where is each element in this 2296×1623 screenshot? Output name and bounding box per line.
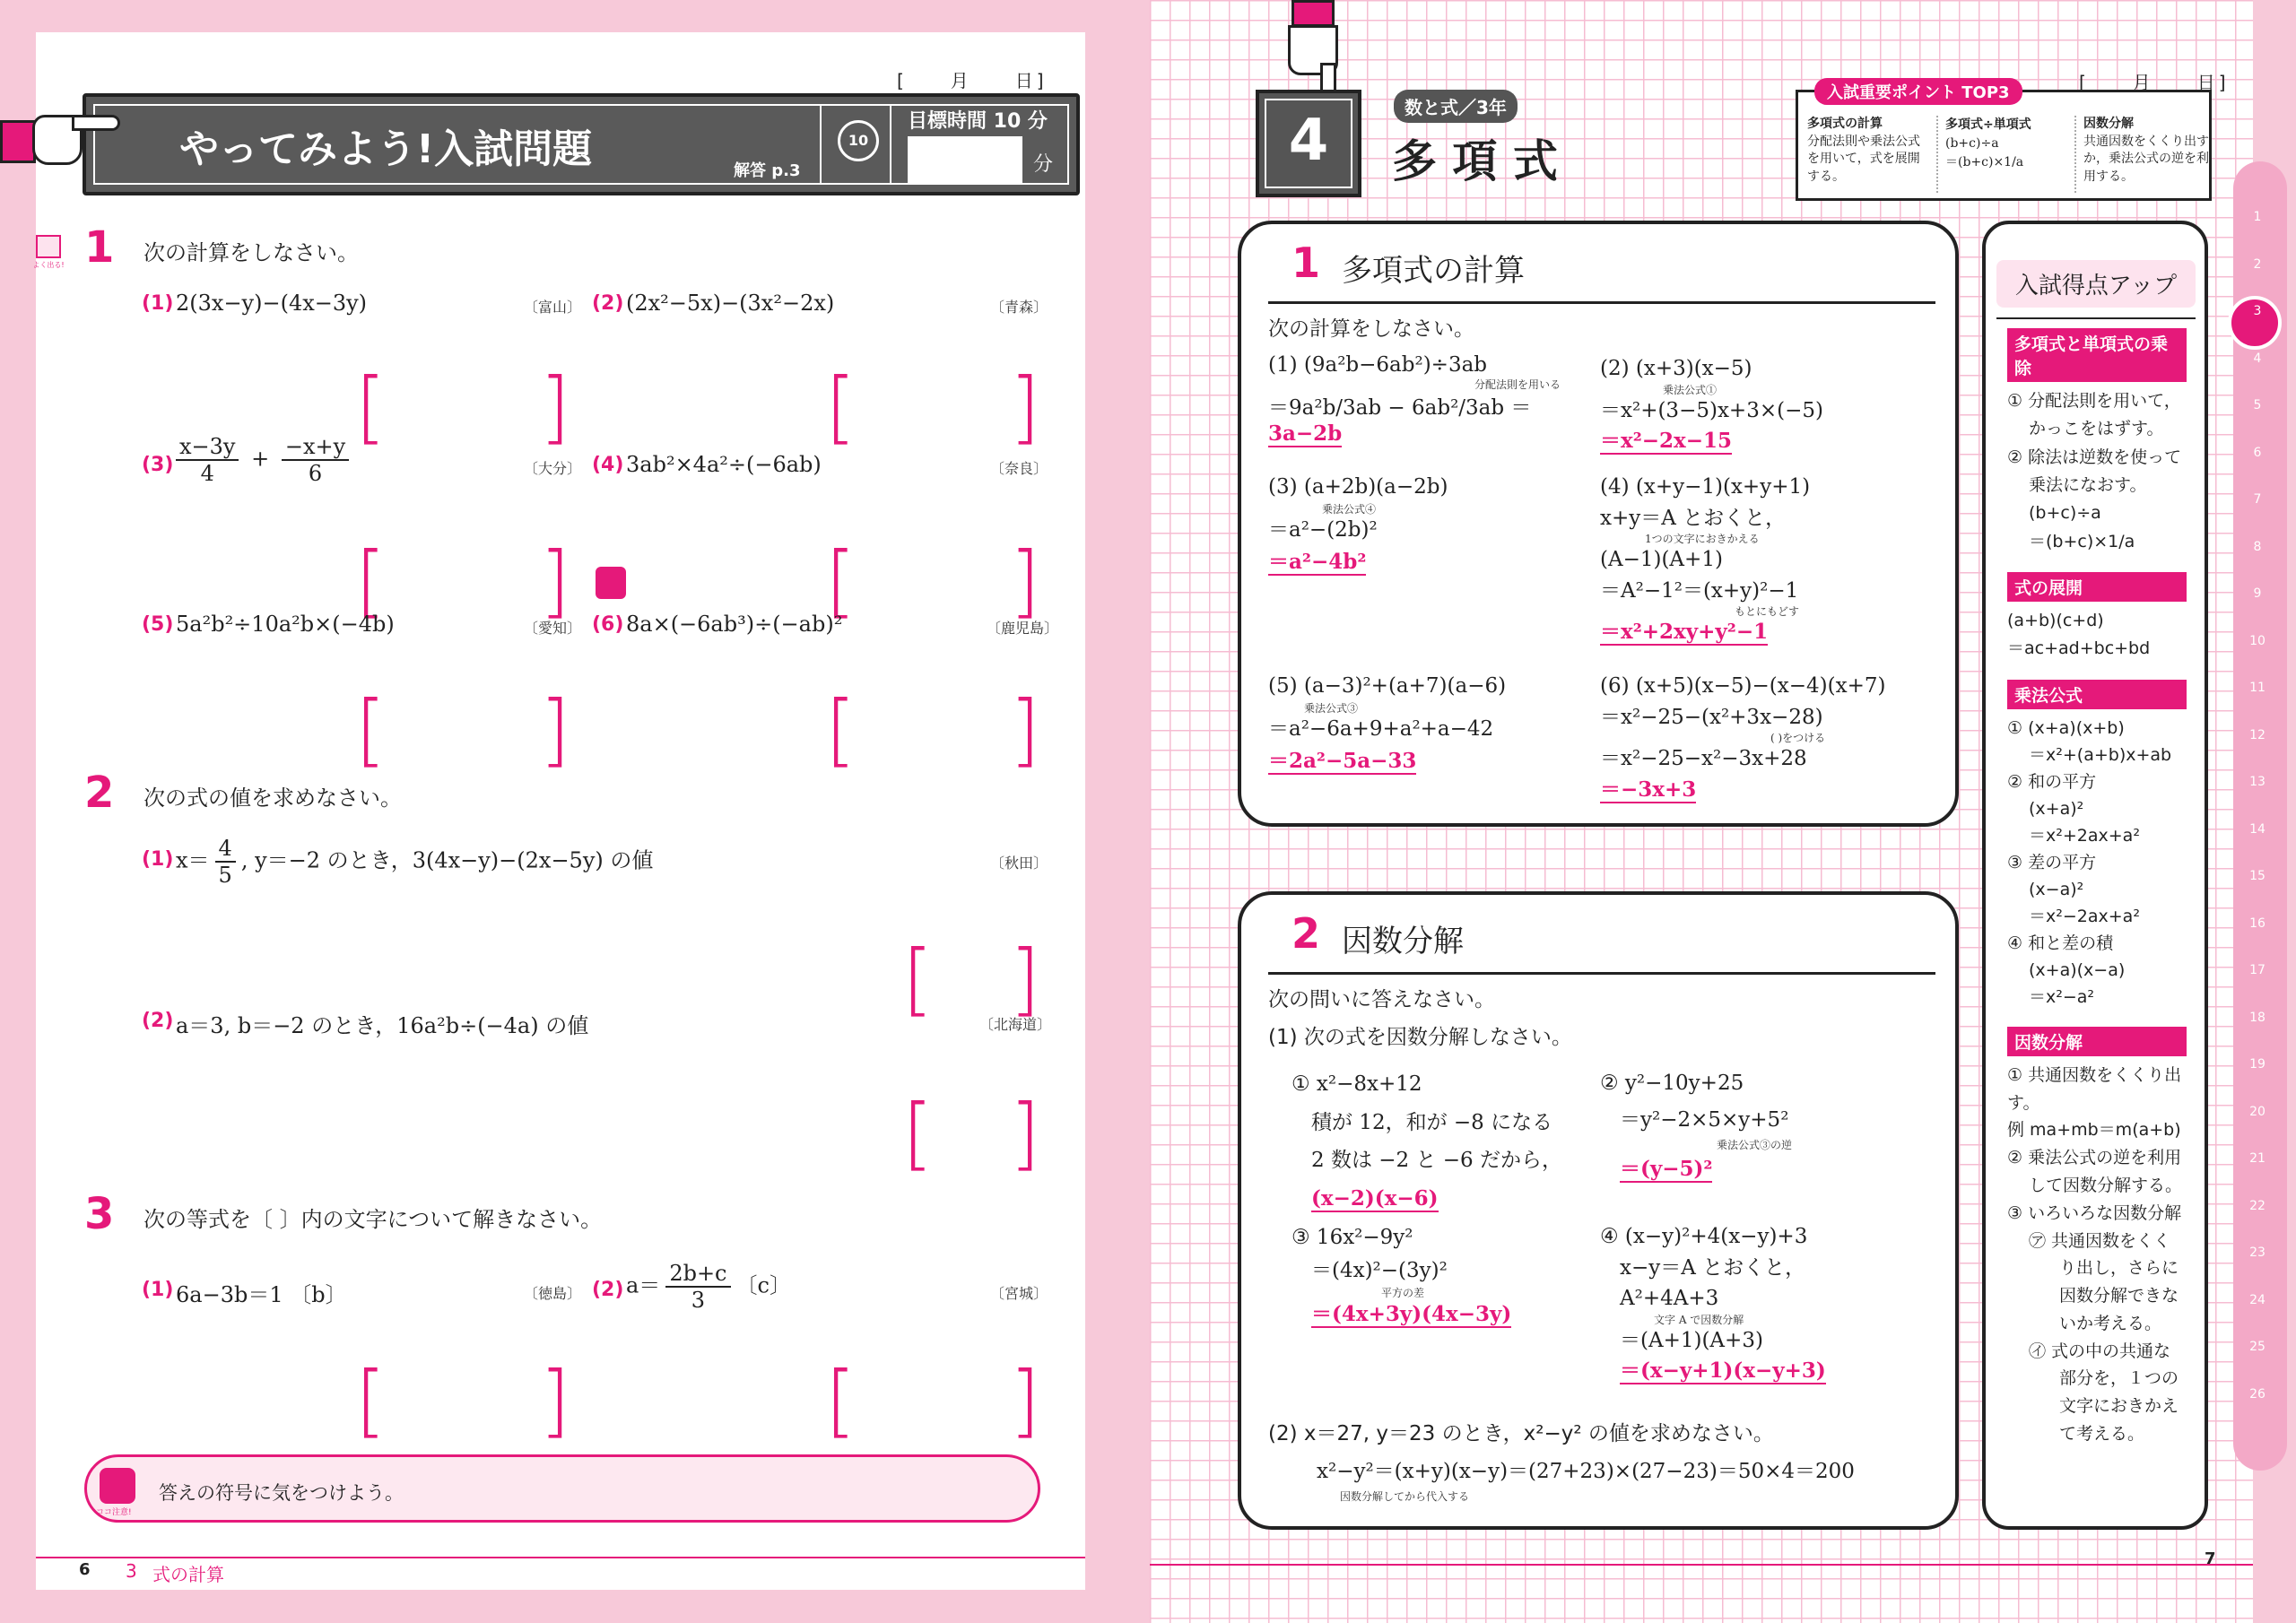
timer-icon: 10 bbox=[838, 120, 879, 161]
q1-3-num: (3) bbox=[142, 454, 174, 476]
q1-3-frac1-num: x−3y bbox=[176, 434, 239, 461]
q3-2-num: (2) bbox=[592, 1279, 624, 1301]
chapter-tab-5[interactable]: 5 bbox=[2253, 398, 2262, 412]
q1-6-source: 〔鹿児島〕 bbox=[987, 620, 1059, 637]
s1-a4-l2: (A−1)(A+1) bbox=[1600, 548, 1723, 571]
side-h4-l5: ③ いろいろな因数分解 bbox=[2007, 1202, 2182, 1223]
date-field-right: [ 月 日] bbox=[2079, 72, 2230, 93]
s1-a4-note2: もとにもどす bbox=[1735, 605, 1800, 618]
q1-3-expr bbox=[170, 434, 354, 486]
q2-2-expr: a＝3, b＝−2 のとき，16a²b÷(−4a) の値 bbox=[176, 1013, 589, 1038]
top3-2-l1: (b+c)÷a bbox=[1945, 136, 1999, 151]
q1-1-expr: 2(3x−y)−(4x−3y) bbox=[176, 291, 368, 316]
q3-2-frac-num: 2b+c bbox=[665, 1261, 730, 1288]
q2-number: 2 bbox=[84, 768, 115, 818]
chapter-tab-13[interactable]: 13 bbox=[2249, 775, 2266, 789]
side-h2-l1: (a+b)(c+d) bbox=[2007, 611, 2104, 631]
answer-box-7[interactable]: [ ] bbox=[902, 933, 1040, 1025]
side-h3-l7: (x−a)² bbox=[2029, 879, 2084, 899]
pointing-hand-icon bbox=[0, 109, 121, 172]
side-h2-l2: ＝ac+ad+bc+bd bbox=[2007, 638, 2151, 659]
s1-a3: (3) (a+2b)(a−2b) bbox=[1268, 475, 1448, 499]
chapter-tab-23[interactable]: 23 bbox=[2249, 1245, 2266, 1260]
side-h4-l1: ① 共通因数をくくり出す。 bbox=[2007, 1064, 2182, 1113]
target-time-input[interactable] bbox=[908, 136, 1022, 183]
side-h3-l3: ② 和の平方 bbox=[2007, 771, 2097, 792]
top3-2-head: 多項式÷単項式 bbox=[1945, 117, 2031, 132]
s2-b2: ② y²−10y+25 bbox=[1600, 1072, 1744, 1095]
answer-box-4[interactable]: [ ] bbox=[825, 534, 1040, 627]
answer-box-3[interactable]: [ ] bbox=[355, 534, 570, 627]
side-panel bbox=[1982, 221, 2208, 1530]
yokuderu-badge bbox=[36, 235, 61, 258]
chapter-tab-7[interactable]: 7 bbox=[2253, 492, 2262, 507]
answer-box-5[interactable]: [ ] bbox=[355, 683, 570, 776]
s2-b4-l3: ＝(A+1)(A+3) bbox=[1620, 1328, 1763, 1352]
date-field: [ 月 日] bbox=[897, 70, 1048, 91]
answer-box-10[interactable]: [ ] bbox=[825, 1354, 1040, 1446]
s1-a3-note: 乗法公式④ bbox=[1322, 502, 1377, 516]
caution-icon bbox=[100, 1468, 135, 1504]
section2-prompt: 次の問いに答えなさい。 bbox=[1268, 988, 1495, 1011]
s1-a1-step: ＝9a²b/3ab − 6ab²/3ab ＝ bbox=[1268, 395, 1532, 420]
s2-b2-result: ＝(y−5)² bbox=[1620, 1156, 1713, 1181]
chapter-tab-4[interactable]: 4 bbox=[2253, 351, 2262, 366]
section1-box bbox=[1238, 221, 1959, 827]
chapter-tab-20[interactable]: 20 bbox=[2249, 1104, 2266, 1119]
answer-box-2[interactable]: [ ] bbox=[825, 360, 1040, 453]
s1-a4-l1: x+y＝A とおくと， bbox=[1600, 506, 1787, 530]
tip-text: 答えの符号に気をつけよう。 bbox=[159, 1482, 404, 1504]
q3-1-expr: 6a−3b＝1 〔b〕 bbox=[176, 1282, 347, 1307]
s1-a6-step2: ＝x²−25−x²−3x+28 bbox=[1600, 747, 1807, 770]
s2-c-note: 因数分解してから代入する bbox=[1340, 1490, 1470, 1503]
side-h4-l11: 部分を，１つの bbox=[2059, 1368, 2179, 1389]
chapter-tab-12[interactable]: 12 bbox=[2249, 727, 2266, 742]
s1-a2-step1: ＝x²+(3−5)x+3×(−5) bbox=[1600, 398, 1823, 422]
tip-box bbox=[84, 1454, 1040, 1523]
chapter-tab-8[interactable]: 8 bbox=[2253, 539, 2262, 554]
q1-2-source: 〔青森〕 bbox=[990, 299, 1048, 316]
q2-1-post: , y＝−2 のとき，3(4x−y)−(2x−5y) の値 bbox=[240, 847, 654, 873]
chapter-tab-19[interactable]: 19 bbox=[2249, 1057, 2266, 1072]
s1-a6-step1: ＝x²−25−(x²+3x−28) bbox=[1600, 705, 1823, 729]
chapter-tab-11[interactable]: 11 bbox=[2249, 681, 2266, 695]
chapter-title: 多 項 式 bbox=[1392, 135, 1558, 187]
s1-a4: (4) (x+y−1)(x+y+1) bbox=[1600, 475, 1811, 499]
q3-1-source: 〔徳島〕 bbox=[524, 1285, 582, 1302]
q1-3-frac1-den: 4 bbox=[200, 461, 214, 486]
s1-a6-result: ＝−3x+3 bbox=[1600, 777, 1697, 802]
q1-4-source: 〔奈良〕 bbox=[990, 460, 1048, 477]
s2-b1-result: (x−2)(x−6) bbox=[1311, 1185, 1439, 1211]
q2-1-expr bbox=[176, 836, 653, 888]
side-h1-l6: ＝(b+c)×1/a bbox=[2029, 531, 2135, 551]
q1-1-num: (1) bbox=[142, 292, 174, 315]
q3-2-expr bbox=[626, 1261, 791, 1313]
s1-a3-step: ＝a²−(2b)² bbox=[1268, 517, 1378, 542]
answer-box-9[interactable]: [ ] bbox=[355, 1354, 570, 1446]
chapter-tab-26[interactable]: 26 bbox=[2249, 1386, 2266, 1402]
q1-6-num: (6) bbox=[592, 613, 624, 636]
section2-box bbox=[1238, 891, 1959, 1530]
s1-a4-l3: ＝A²−1²＝(x+y)²−1 bbox=[1600, 578, 1799, 603]
header-banner bbox=[83, 93, 1080, 195]
side-h1-l4: 乗法になおす。 bbox=[2029, 475, 2147, 496]
s1-a4-result: ＝x²+2xy+y²−1 bbox=[1600, 620, 1769, 644]
side-h4-l2: 例 ma+mb＝m(a+b) bbox=[2007, 1120, 2181, 1141]
target-time-unit: 分 bbox=[1033, 153, 1054, 176]
side-h1-l5: (b+c)÷a bbox=[2029, 503, 2101, 524]
s1-a1: (1) (9a²b−6ab²)÷3ab bbox=[1268, 353, 1488, 377]
section1-title: 多項式の計算 bbox=[1342, 253, 1525, 289]
section2-sub1: (1) 次の式を因数分解しなさい。 bbox=[1268, 1026, 1572, 1049]
side-h4: 因数分解 bbox=[2007, 1027, 2187, 1056]
answer-ref: 解答 p.3 bbox=[734, 161, 801, 180]
q1-5-num: (5) bbox=[142, 613, 174, 636]
answer-box-1[interactable]: [ ] bbox=[355, 360, 570, 453]
s2-b3-result: ＝(4x+3y)(4x−3y) bbox=[1311, 1301, 1512, 1326]
top3-box bbox=[1796, 83, 2212, 201]
s1-a3-result: ＝a²−4b² bbox=[1268, 550, 1367, 575]
s2-b4-l2: A²+4A+3 bbox=[1620, 1287, 1719, 1310]
chapter-tab-10[interactable]: 10 bbox=[2249, 633, 2266, 648]
top3-label: 入試重要ポイント TOP3 bbox=[1814, 78, 2022, 105]
q1-1-source: 〔富山〕 bbox=[524, 299, 582, 316]
q1-5-source: 〔愛知〕 bbox=[524, 620, 582, 637]
s2-b1: ① x²−8x+12 bbox=[1292, 1072, 1422, 1096]
chapter-tab-9[interactable]: 9 bbox=[2253, 586, 2262, 601]
q3-2-pre: a＝ bbox=[626, 1272, 661, 1298]
q2-1-frac-den: 5 bbox=[218, 863, 232, 888]
chapter-tab-6[interactable]: 6 bbox=[2253, 445, 2262, 460]
side-h4-l10: ㋑ 式の中の共通な bbox=[2029, 1341, 2171, 1361]
side-h3-l11: ＝x²−a² bbox=[2029, 986, 2095, 1007]
s2-b4: ④ (x−y)²+4(x−y)+3 bbox=[1600, 1225, 1808, 1248]
yokuderu-label: よく出る! bbox=[32, 261, 65, 269]
s2-b4-l1: x−y＝A とおくと， bbox=[1620, 1255, 1806, 1280]
q3-2-post: 〔c〕 bbox=[735, 1272, 791, 1298]
side-h1-l1: ① 分配法則を用いて， bbox=[2007, 391, 2181, 411]
side-h3-l1: ① (x+a)(x+b) bbox=[2007, 717, 2125, 738]
q3-1-num: (1) bbox=[142, 1279, 174, 1301]
s1-a1-note: 分配法則を用いる bbox=[1474, 378, 1561, 391]
chapter-tab-1[interactable]: 1 bbox=[2253, 210, 2262, 224]
page-title: やってみよう!入試問題 bbox=[179, 126, 593, 172]
s1-a4-note1: 1つの文字におきかえる bbox=[1645, 533, 1760, 545]
top3-1-head: 多項式の計算 bbox=[1807, 117, 1883, 131]
chapter-tab-strip bbox=[2233, 161, 2287, 1471]
chapter-tab-15[interactable]: 15 bbox=[2249, 869, 2266, 883]
chapter-tab-17[interactable]: 17 bbox=[2249, 963, 2266, 977]
side-h3-l9: ④ 和と差の積 bbox=[2007, 933, 2114, 953]
s2-b4-result: ＝(x−y+1)(x−y+3) bbox=[1620, 1358, 1826, 1383]
q1-3-op: + bbox=[251, 446, 270, 472]
side-h4-l4: して因数分解する。 bbox=[2029, 1175, 2183, 1195]
q1-6-expr: 8a×(−6ab³)÷(−ab)² bbox=[626, 612, 843, 637]
target-time-label: 目標時間 10 分 bbox=[908, 110, 1048, 133]
s2-b4-note: 文字 A で因数分解 bbox=[1654, 1313, 1744, 1326]
side-h4-l3: ② 乗法公式の逆を利用 bbox=[2007, 1148, 2182, 1168]
s1-a2: (2) (x+3)(x−5) bbox=[1600, 357, 1752, 380]
q2-1-num: (1) bbox=[142, 848, 174, 871]
q1-3-source: 〔大分〕 bbox=[524, 460, 582, 477]
chapter-num-left: 3 bbox=[126, 1560, 137, 1582]
category-badge: 数と式／3年 bbox=[1394, 90, 1518, 123]
s2-b3: ③ 16x²−9y² bbox=[1292, 1226, 1413, 1249]
q2-1-frac-num: 4 bbox=[215, 836, 236, 863]
q1-4-expr: 3ab²×4a²÷(−6ab) bbox=[626, 452, 822, 477]
side-h4-l7: り出し，さらに bbox=[2059, 1258, 2179, 1279]
q1-number: 1 bbox=[84, 222, 115, 273]
side-h1-l2: かっこをはずす。 bbox=[2029, 419, 2164, 439]
side-h4-l6: ㋐ 共通因数をくく bbox=[2029, 1230, 2171, 1251]
side-h3-l2: ＝x²+(a+b)x+ab bbox=[2029, 744, 2172, 765]
s2-b2-l1: ＝y²−2×5×y+5² bbox=[1620, 1108, 1789, 1133]
chapter-tab-3[interactable]: 3 bbox=[2253, 304, 2262, 318]
top3-2-l2: ＝(b+c)×1/a bbox=[1945, 155, 2024, 169]
top3-1-body: 分配法則や乗法公式を用いて，式を展開する。 bbox=[1807, 134, 1920, 184]
chapter-tab-14[interactable]: 14 bbox=[2249, 821, 2266, 837]
page-number-right: 7 bbox=[2205, 1549, 2216, 1568]
s1-a1-result: 3a−2b bbox=[1268, 421, 1343, 446]
chapter-tab-21[interactable]: 21 bbox=[2249, 1151, 2266, 1166]
q3-number: 3 bbox=[84, 1189, 115, 1239]
s2-c1: x²−y²＝(x+y)(x−y)＝(27+23)×(27−23)＝50×4＝200 bbox=[1317, 1460, 1855, 1483]
s1-a5-result: ＝2a²−5a−33 bbox=[1268, 749, 1417, 774]
q3-2-source: 〔宮城〕 bbox=[990, 1285, 1048, 1302]
side-h3-l6: ③ 差の平方 bbox=[2007, 852, 2097, 872]
side-title: 入試得点アップ bbox=[1996, 260, 2196, 308]
section1-prompt: 次の計算をしなさい。 bbox=[1268, 317, 1474, 341]
section1-number: 1 bbox=[1292, 239, 1321, 287]
side-h3-l5: ＝x²+2ax+a² bbox=[2029, 825, 2140, 846]
caution-hand-icon bbox=[596, 567, 626, 599]
chapter-tab-2[interactable]: 2 bbox=[2253, 256, 2262, 272]
section2-number: 2 bbox=[1292, 909, 1321, 958]
side-h3-l8: ＝x²−2ax+a² bbox=[2029, 906, 2140, 926]
caution-label: ココ注意! bbox=[96, 1508, 132, 1517]
section2-sub2: (2) x＝27, y＝23 のとき，x²−y² の値を求めなさい。 bbox=[1268, 1422, 1774, 1445]
s2-b2-note: 乗法公式③の逆 bbox=[1717, 1138, 1793, 1151]
q1-2-num: (2) bbox=[592, 292, 624, 315]
side-h4-l13: て考える。 bbox=[2059, 1423, 2145, 1444]
s1-a6-note: ( )をつける bbox=[1770, 732, 1826, 744]
s2-b1-l2: 2 数は −2 と −6 だから， bbox=[1311, 1149, 1562, 1173]
s1-a5-step: ＝a²−6a+9+a²+a−42 bbox=[1268, 716, 1494, 741]
q3-2-frac-den: 3 bbox=[691, 1288, 706, 1313]
side-h1-l3: ② 除法は逆数を使って bbox=[2007, 447, 2182, 467]
side-h4-l12: 文字におきかえ bbox=[2059, 1396, 2179, 1417]
chapter-tab-18[interactable]: 18 bbox=[2249, 1010, 2266, 1025]
answer-box-6[interactable]: [ ] bbox=[825, 683, 1040, 776]
q2-1-source: 〔秋田〕 bbox=[990, 855, 1048, 872]
q2-2-num: (2) bbox=[142, 1010, 174, 1032]
side-h3: 乗法公式 bbox=[2007, 680, 2187, 709]
q1-4-num: (4) bbox=[592, 454, 624, 476]
q1-3-frac2-den: 6 bbox=[308, 461, 323, 486]
chapter-title-left: 式の計算 bbox=[152, 1564, 224, 1585]
side-h3-l4: (x+a)² bbox=[2029, 798, 2084, 819]
side-h3-l10: (x+a)(x−a) bbox=[2029, 959, 2126, 980]
side-h1: 多項式と単項式の乗除 bbox=[2007, 328, 2187, 382]
side-h4-l9: いか考える。 bbox=[2059, 1313, 2162, 1333]
s1-a5-note: 乗法公式③ bbox=[1304, 701, 1359, 715]
q2-2-source: 〔北海道〕 bbox=[979, 1016, 1052, 1033]
side-h4-l8: 因数分解できな bbox=[2059, 1286, 2179, 1306]
q1-3-frac2-num: −x+y bbox=[282, 434, 349, 461]
s2-b3-l1: ＝(4x)²−(3y)² bbox=[1311, 1258, 1448, 1282]
q1-prompt: 次の計算をしなさい。 bbox=[144, 240, 359, 265]
right-page bbox=[1150, 0, 2253, 1623]
chapter-tab-24[interactable]: 24 bbox=[2249, 1292, 2266, 1307]
q1-5-expr: 5a²b²÷10a²b×(−4b) bbox=[176, 612, 395, 637]
chapter-number-box bbox=[1256, 90, 1361, 197]
q2-1-pre: x＝ bbox=[176, 847, 210, 873]
answer-box-8[interactable]: [ ] bbox=[902, 1087, 1040, 1179]
q2-prompt: 次の式の値を求めなさい。 bbox=[144, 785, 402, 811]
s1-a2-note: 乗法公式① bbox=[1663, 383, 1718, 396]
s1-a2-result: ＝x²−2x−15 bbox=[1600, 429, 1733, 453]
page-number-left: 6 bbox=[79, 1560, 91, 1579]
top3-3-head: 因数分解 bbox=[2083, 117, 2134, 131]
s1-a5: (5) (a−3)²+(a+7)(a−6) bbox=[1268, 674, 1507, 698]
chapter-tab-25[interactable]: 25 bbox=[2249, 1340, 2266, 1354]
s1-a6: (6) (x+5)(x−5)−(x−4)(x+7) bbox=[1600, 674, 1886, 698]
top3-3-body: 共通因数をくくり出すか，乗法公式の逆を利用する。 bbox=[2083, 134, 2209, 184]
left-page bbox=[32, 32, 1085, 1590]
q1-2-expr: (2x²−5x)−(3x²−2x) bbox=[626, 291, 835, 316]
chapter-number: 4 bbox=[1288, 108, 1329, 174]
chapter-tab-16[interactable]: 16 bbox=[2249, 916, 2266, 931]
chapter-tab-22[interactable]: 22 bbox=[2249, 1198, 2266, 1213]
q3-prompt: 次の等式を〔 〕内の文字について解きなさい。 bbox=[144, 1207, 603, 1232]
section2-title: 因数分解 bbox=[1342, 924, 1464, 959]
s2-b1-l1: 積が 12，和が −8 になる bbox=[1311, 1110, 1553, 1134]
side-h2: 式の展開 bbox=[2007, 572, 2187, 602]
s2-b3-note: 平方の差 bbox=[1381, 1286, 1425, 1299]
